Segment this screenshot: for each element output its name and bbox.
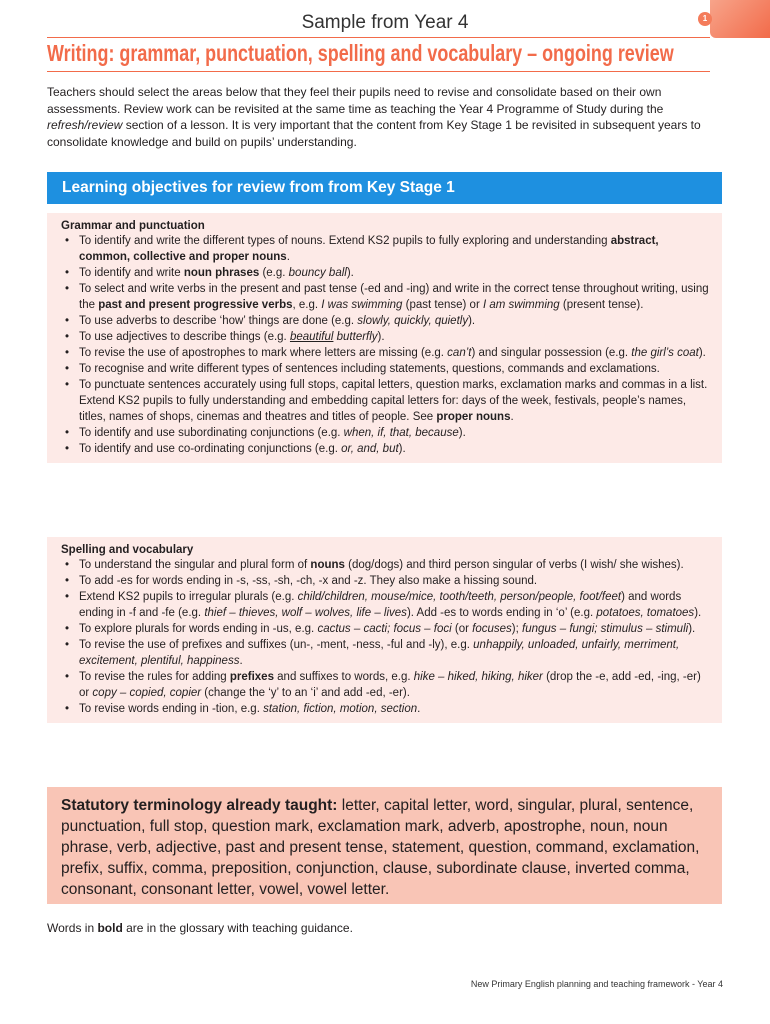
list-item-text: (e.g.	[259, 267, 289, 279]
list-item-text: ) and words ending in -f and -fe (e.g.	[79, 591, 682, 619]
list-item-text: ).	[346, 267, 354, 279]
objectives-banner: Learning objectives for review from from Key Stage 1	[47, 172, 722, 204]
list-item-text: ).	[468, 315, 476, 327]
list-item	[61, 621, 712, 637]
list-item-text: To revise the use of apostrophes to mark where letters are missing (e.g.	[79, 347, 448, 359]
list-item	[61, 425, 712, 441]
list-item-text: ).	[698, 347, 706, 359]
list-item-text: (or	[451, 623, 473, 635]
glossary-note-bold: bold	[97, 921, 123, 935]
title-divider	[47, 71, 710, 72]
list-item-text: To select and write verbs in the present and past tense (-ed and -ing) and write in the correct tense throughout writing, using the	[79, 283, 709, 311]
page-title: Writing: grammar, punctuation, spelling and vocabulary – ongoing review	[47, 40, 674, 66]
list-item-text: .	[239, 655, 243, 667]
list-item-text: To revise the rules for adding	[79, 671, 230, 683]
list-item-text: Extend KS2 pupils to irregular plurals (e.g.	[79, 591, 298, 603]
list-item-text: To punctuate sentences accurately using full stops, capital letters, question marks, exclamation marks and commas in a list. Extend KS2 pupils to fully understanding and embedding capital letters for: days of the week, festivals, people’s names, titles, names of shops, cinemas and theatres and titles of people. See	[79, 379, 708, 423]
list-item	[61, 313, 712, 329]
list-item-text: ). Add -es to words ending in ‘o’ (e.g.	[406, 607, 597, 619]
list-item-text: the girl’s coat	[631, 347, 699, 359]
list-item-text: To explore plurals for words ending in -us, e.g.	[79, 623, 318, 635]
list-item-text: To use adjectives to describe things (e.g.	[79, 331, 290, 343]
list-item-text: hike – hiked, hiking, hiker	[413, 671, 543, 683]
list-item-text: To identify and write	[79, 267, 184, 279]
list-item-text: prefixes	[229, 671, 274, 683]
list-item-text: (present tense).	[559, 299, 644, 311]
spelling-section	[47, 537, 722, 723]
list-item-text: To identify and use subordinating conjunctions (e.g.	[79, 427, 344, 439]
list-item-text: .	[286, 251, 290, 263]
list-item	[61, 441, 712, 457]
list-item-text: can’t	[447, 347, 472, 359]
list-item-text: beautiful	[289, 331, 334, 343]
list-item-text: thief – thieves, wolf – wolves, life – lives	[204, 607, 407, 619]
list-item	[61, 345, 712, 361]
list-item-text: ).	[688, 623, 696, 635]
list-item-text: To revise words ending in -tion, e.g.	[79, 703, 264, 715]
list-item-text: ).	[694, 607, 702, 619]
glossary-note	[47, 921, 353, 935]
list-item	[61, 589, 712, 621]
list-item-text: .	[417, 703, 421, 715]
list-item-text: fungus – fungi; stimulus – stimuli	[522, 623, 689, 635]
list-item-text: station, fiction, motion, section	[263, 703, 418, 715]
list-item	[61, 701, 712, 717]
list-item-text: slowly, quickly, quietly	[357, 315, 469, 327]
statutory-label: Statutory terminology already taught:	[61, 797, 338, 814]
list-item	[61, 233, 712, 265]
list-item-text: ).	[377, 331, 385, 343]
list-item-text: focuses	[472, 623, 512, 635]
grammar-section	[47, 213, 722, 463]
intro-emphasis: refresh/review	[47, 118, 123, 132]
list-item-text: To understand the singular and plural form of	[79, 559, 311, 571]
statutory-terminology-box	[47, 787, 722, 904]
page-number-badge: 1	[698, 12, 712, 26]
list-item-text: To revise the use of prefixes and suffixes (un-, -ment, -ness, -ful and -ly), e.g.	[79, 639, 474, 651]
list-item-text: and suffixes to words, e.g.	[273, 671, 414, 683]
list-item-text: proper nouns	[436, 411, 511, 423]
list-item-text: ).	[398, 443, 406, 455]
list-item-text: To identify and use co-ordinating conjunctions (e.g.	[79, 443, 342, 455]
intro-paragraph	[47, 84, 719, 150]
list-item	[61, 637, 712, 669]
list-item-text: butterfly	[333, 331, 378, 343]
list-item-text: I am swimming	[482, 299, 560, 311]
list-item-text: );	[511, 623, 522, 635]
list-item-text: (past tense) or	[402, 299, 483, 311]
list-item	[61, 557, 712, 573]
list-item-text: , e.g.	[292, 299, 322, 311]
list-item-text: when, if, that, because	[343, 427, 459, 439]
glossary-note-text-end: are in the glossary with teaching guidance.	[122, 921, 353, 935]
list-item-text: ).	[458, 427, 466, 439]
list-item	[61, 573, 712, 589]
list-item-text: abstract, common, collective and proper nouns	[79, 235, 659, 263]
list-item-text: potatoes, tomatoes	[596, 607, 695, 619]
list-item-text: cactus – cacti; focus – foci	[317, 623, 452, 635]
list-item-text: bouncy ball	[288, 267, 347, 279]
page-footer: New Primary English planning and teaching framework - Year 4	[470, 979, 723, 989]
list-item-text: .	[510, 411, 514, 423]
grammar-heading: Grammar and punctuation	[61, 220, 205, 232]
list-item-text: To identify and write the different types of nouns. Extend KS2 pupils to fully exploring and understanding	[79, 235, 611, 247]
statutory-terms: letter, capital letter, word, singular, plural, sentence, punctuation, full stop, question mark, exclamation mark, adverb, apostrophe, noun, noun phrase, verb, adjective, past and present tense, statement, question, command, exclamation, prefix, suffix, comma, preposition, conjunction, clause, subordinate clause, inverted comma, consonant, consonant letter, vowel, vowel letter.	[61, 797, 700, 898]
spelling-heading: Spelling and vocabulary	[61, 544, 194, 556]
list-item-text: ) and singular possession (e.g.	[471, 347, 632, 359]
glossary-note-text: Words in	[47, 921, 98, 935]
list-item	[61, 265, 712, 281]
list-item-text: noun phrases	[183, 267, 260, 279]
list-item-text: (dog/dogs) and third person singular of verbs (I wish/ she wishes).	[344, 559, 684, 571]
intro-text: Teachers should select the areas below that they feel their pupils need to revise and consolidate based on their own assessments. Review work can be revisited at the same time as teaching the Year 4 Programme of Study during the	[47, 85, 664, 116]
top-divider	[47, 37, 710, 38]
list-item	[61, 281, 712, 313]
list-item-text: To recognise and write different types of sentences including statements, questions, commands and exclamations.	[79, 363, 660, 375]
list-item-text: nouns	[310, 559, 345, 571]
spelling-list	[61, 557, 712, 717]
list-item	[61, 329, 712, 345]
list-item	[61, 377, 712, 425]
list-item-text: past and present progressive verbs	[98, 299, 293, 311]
list-item-text: or, and, but	[341, 443, 399, 455]
sample-heading: Sample from Year 4	[301, 12, 469, 33]
list-item-text: (drop the -e, add -ed, -ing, -er) or	[79, 671, 701, 699]
grammar-list	[61, 233, 712, 457]
list-item-text: To use adverbs to describe ‘how’ things are done (e.g.	[79, 315, 358, 327]
list-item	[61, 669, 712, 701]
list-item	[61, 361, 712, 377]
list-item-text: child/children, mouse/mice, tooth/teeth, person/people, foot/feet	[297, 591, 622, 603]
list-item-text: unhappily, unloaded, unfairly, merriment, excitement, plentiful, happiness	[79, 639, 680, 667]
list-item-text: (change the ‘y’ to an ‘i’ and add -ed, -er).	[201, 687, 410, 699]
list-item-text: To add -es for words ending in -s, -ss, -sh, -ch, -x and -z. They also make a hissing sound.	[79, 575, 538, 587]
list-item-text: I was swimming	[321, 299, 403, 311]
list-item-text: copy – copied, copier	[92, 687, 202, 699]
intro-text-end: section of a lesson. It is very important that the content from Key Stage 1 be revisited in subsequent years to consolidate knowledge and build on pupils’ understanding.	[47, 118, 701, 149]
